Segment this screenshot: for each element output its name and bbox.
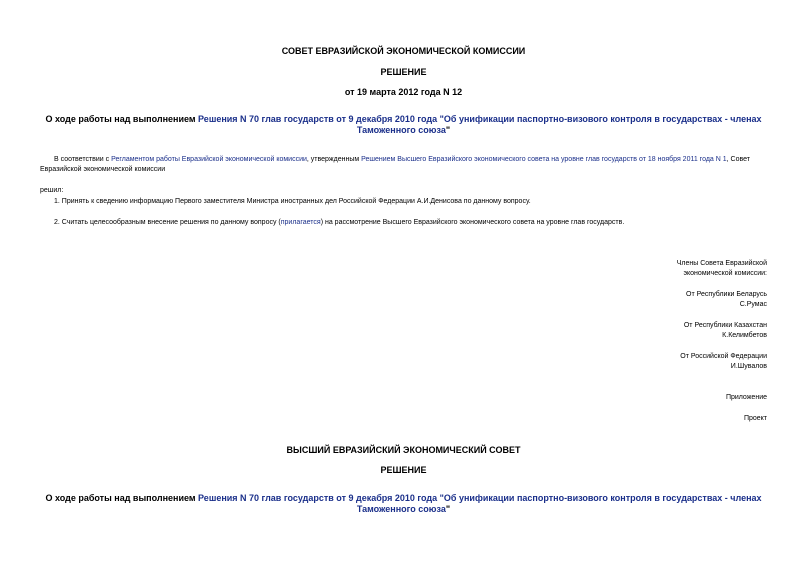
issuing-organization: СОВЕТ ЕВРАЗИЙСКОЙ ЭКОНОМИЧЕСКОЙ КОМИССИИ <box>281 46 526 56</box>
signature-kazakhstan-from: От Республики Казахстан <box>683 322 767 329</box>
appendix-document-type: РЕШЕНИЕ <box>380 465 427 475</box>
title-prefix: О ходе работы над выполнением <box>45 114 199 124</box>
appendix-label: Приложение <box>725 394 767 401</box>
signature-kazakhstan-name: К.Келимбетов <box>722 332 767 339</box>
appendix-title-link[interactable]: Решения N 70 глав государств от 9 декабря 2010 года "Об унификации паспортно-визового контроля в государствах - членах Таможенного союза <box>198 493 762 514</box>
council-members-block <box>677 259 767 279</box>
draft-label: Проект <box>743 415 767 422</box>
title-link[interactable]: Решения N 70 глав государств от 9 декабря 2010 года "Об унификации паспортно-визового контроля в государствах - членах Таможенного союза <box>198 114 762 135</box>
appendix-title <box>45 493 762 515</box>
document-date: от 19 марта 2012 года N 12 <box>344 87 463 97</box>
preamble-text-3: , Совет Евразийской экономической комиссии <box>40 156 750 173</box>
preamble-text-1: В соответствии с <box>54 156 112 163</box>
item2-text-b: ) на рассмотрение Высшего Евразийского экономического совета на уровне глав государств. <box>320 219 625 226</box>
item2-text-a: 2. Считать целесообразным внесение решения по данному вопросу ( <box>54 219 281 226</box>
decision-item-2 <box>54 218 770 228</box>
document-title <box>45 114 762 136</box>
signature-russia-name: И.Шувалов <box>730 363 767 370</box>
council-members-line-1: Члены Совета Евразийской <box>676 260 767 267</box>
title-suffix: " <box>445 125 451 135</box>
preamble-link-regulation[interactable]: Регламентом работы Евразийской экономической комиссии <box>111 156 307 163</box>
signature-kazakhstan <box>684 321 767 341</box>
document-type: РЕШЕНИЕ <box>380 67 427 77</box>
decision-item-1: 1. Принять к сведению информацию Первого заместителя Министра иностранных дел Российской Федерации А.И.Денисова по данному вопросу. <box>54 198 531 205</box>
preamble-text-2: , утвержденным <box>306 156 362 163</box>
council-members-line-2: экономической комиссии: <box>683 270 767 277</box>
preamble-paragraph <box>40 155 770 175</box>
appendix-title-suffix: " <box>445 504 451 514</box>
signature-russia <box>680 352 767 372</box>
appendix-title-prefix: О ходе работы над выполнением <box>45 493 199 503</box>
preamble-link-decision[interactable]: Решением Высшего Евразийского экономического совета на уровне глав государств от 18 ноября 2011 года N 1 <box>361 156 727 163</box>
signature-russia-from: От Российской Федерации <box>680 353 767 360</box>
appendix-organization: ВЫСШИЙ ЕВРАЗИЙСКИЙ ЭКОНОМИЧЕСКИЙ СОВЕТ <box>286 445 521 455</box>
decided-label: решил: <box>40 187 64 194</box>
item2-link-attached[interactable]: прилагается <box>280 219 321 226</box>
signature-belarus-name: С.Румас <box>739 301 767 308</box>
signature-belarus-from: От Республики Беларусь <box>686 291 767 298</box>
signature-belarus <box>686 290 767 310</box>
